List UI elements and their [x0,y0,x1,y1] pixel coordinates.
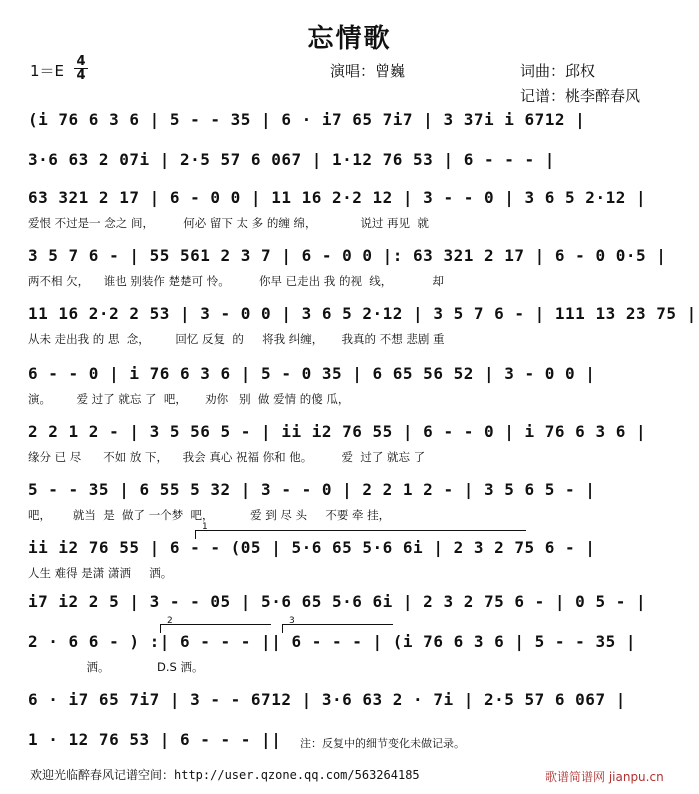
lyrics: 演。 爱 过了 就忘 了 吧， 劝你 别 做 爱情 的傻 瓜， [28,392,350,406]
notation: 6 - - 0 | i 76 6 3 6 | 5 - 0 35 | 6 65 56 52 | 3 - 0 0 | [28,364,596,383]
time-signature [74,55,88,82]
time-signature-bottom: 4 [74,68,88,82]
lyrics: 缘分 已 尽 不如 放 下， 我会 真心 祝福 你和 他。 爱 过了 就忘 了 [28,450,426,464]
footer-link[interactable]: 欢迎光临醉春风记谱空间：http://user.qzone.qq.com/563264185 [30,768,420,782]
lyrics: 爱恨 不过是一 念之 间， 何必 留下 太 多 的缠 绵， 说过 再见 就 [28,216,429,230]
notation: 11 16 2·2 2 53 | 3 - 0 0 | 3 6 5 2·12 | 3 5 7 6 - | 111 13 23 75 | [28,304,697,323]
notation: 6 · i7 65 7i7 | 3 - - 6712 | 3·6 63 2 · 7i | 2·5 57 6 067 | [28,690,626,709]
transcriber-credit: 记谱：桃李醉春风 [520,87,641,105]
notation: 2 2 1 2 - | 3 5 56 5 - | ii i2 76 55 | 6 - - 0 | i 76 6 3 6 | [28,422,647,441]
notation: 1 · 12 76 53 | 6 - - - || [28,730,282,749]
transcription-note: 注：反复中的细节变化未做记录。 [300,737,465,750]
score-line-4 [28,246,668,290]
score-line-3 [28,188,668,232]
volta-bracket-2: 2 [160,624,271,633]
score-line-9 [28,538,668,582]
key-signature: 1＝E [30,62,65,80]
notation: 5 - - 35 | 6 55 5 32 | 3 - - 0 | 2 2 1 2 - | 3 5 6 5 - | [28,480,596,499]
notation: 3·6 63 2 07i | 2·5 57 6 067 | 1·12 76 53 | 6 - - - | [28,150,555,169]
lyrics: 从未 走出我 的 思 念， 回忆 反复 的 将我 纠缠， 我真的 不想 悲剧 重 [28,332,445,346]
score-line-11 [28,632,668,676]
score-line-5 [28,304,697,348]
score-line-1 [28,110,668,154]
time-signature-top: 4 [76,54,86,69]
lyrics: 吧， 就当 是 做了 一个梦 吧， 爱 到 尽 头 不要 牵 挂， [28,508,391,522]
notation: ii i2 76 55 | 6 - - (05 | 5·6 65 5·6 6i | 2 3 2 75 6 - | [28,538,596,557]
notation: 3 5 7 6 - | 55 561 2 3 7 | 6 - 0 0 |: 63 321 2 17 | 6 - 0 0·5 | [28,246,667,265]
score-line-7 [28,422,668,466]
singer-credit: 演唱：曾巍 [330,62,406,80]
notation: 2 · 6 6 - ) :| 6 - - - || 6 - - - | (i 76 6 3 6 | 5 - - 35 | [28,632,636,651]
score-line-6 [28,364,668,408]
song-title: 忘情歌 [307,24,392,54]
score-line-12 [28,690,668,734]
lyrics: 洒。 D.S 洒。 [28,660,204,674]
volta-bracket-3: 3 [282,624,393,633]
composer-credit: 词曲：邱权 [520,62,596,80]
notation: 63 321 2 17 | 6 - 0 0 | 11 16 2·2 12 | 3 - - 0 | 3 6 5 2·12 | [28,188,647,207]
notation: (i 76 6 3 6 | 5 - - 35 | 6 · i7 65 7i7 | 3 37i i 6712 | [28,110,586,129]
score-line-8 [28,480,668,524]
lyrics: 两不相 欠， 谁也 别装作 楚楚可 怜。 你早 已走出 我 的视 线， 却 [28,274,444,288]
site-watermark: 歌谱简谱网 jianpu.cn [545,770,664,784]
lyrics: 人生 难得 是潇 潇洒 洒。 [28,566,173,580]
notation: i7 i2 2 5 | 3 - - 05 | 5·6 65 5·6 6i | 2 3 2 75 6 - | 0 5 - | [28,592,647,611]
volta-bracket-1: 1 [195,530,526,539]
